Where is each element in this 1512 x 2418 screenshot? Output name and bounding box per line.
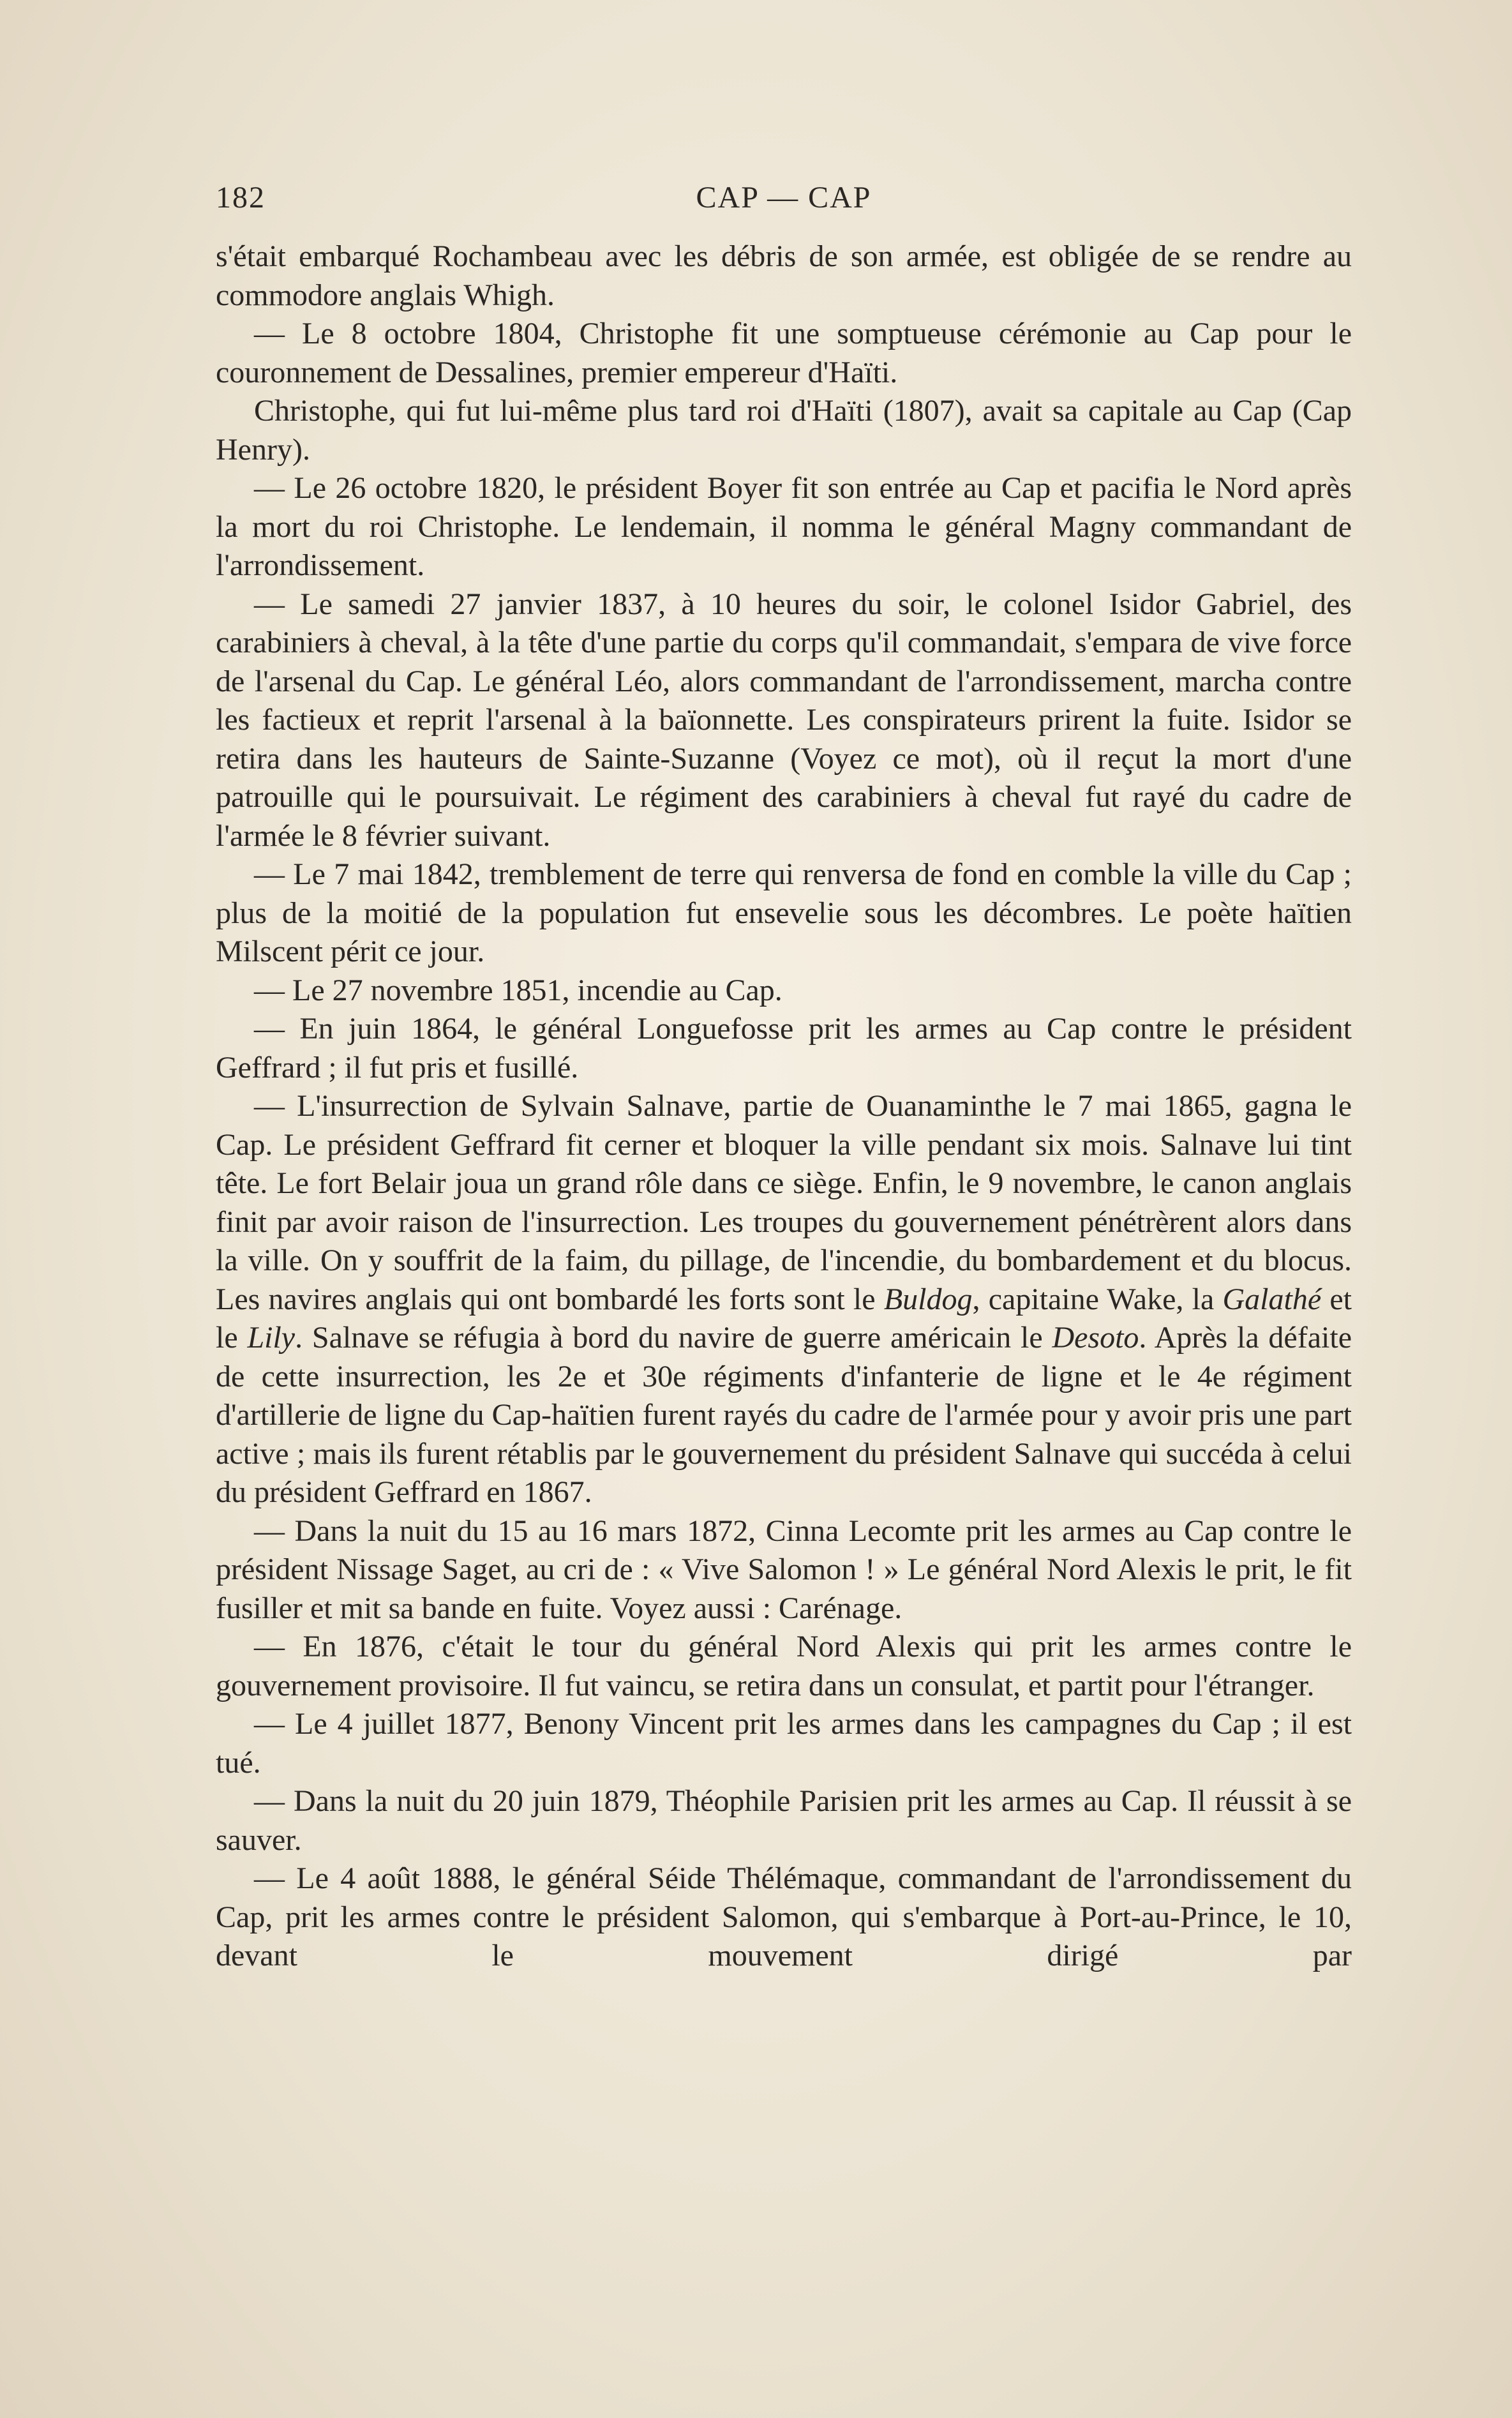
paragraph: — Le samedi 27 janvier 1837, à 10 heures du soir, le colonel Isidor Gabriel, des carabiniers à cheval, à la tête d'une partie du corps qu'il commandait, s'empara de vive force de l'arsenal du Cap. Le général Léo, alors commandant de l'arrondissement, marcha contre les factieux et reprit l'arsenal à la baïonnette. Les conspirateurs prirent la fuite. Isidor se retira dans les hauteurs de Sainte-Suzanne (Voyez ce mot), où il reçut la mort d'une patrouille qui le poursuivait. Le régiment des carabiniers à cheval fut rayé du cadre de l'armée le 8 février suivant. <box>216 587 1352 853</box>
paragraph: — Le 26 octobre 1820, le président Boyer fit son entrée au Cap et pacifia le Nord après la mort du roi Christophe. Le lendemain, il nomma le général Magny commandant de l'arrondissement. <box>216 471 1352 582</box>
paragraph-text: — L'insurrection de Sylvain Salnave, partie de Ouanaminthe le 7 mai 1865, gagna le Cap. Le président Geffrard fit cerner et bloquer la ville pendant six mois. Salnave lui tint tête. Le fort Belair joua un grand rôle dans ce siège. Enfin, le 9 novembre, le canon anglais finit par avoir raison de l'insurrection. Les troupes du gouvernement pénétrèrent alors dans la ville. On y souffrit de la faim, du pillage, de l'incendie, du bombardement et du blocus. Les navires anglais qui ont bombardé les forts sont le <box>216 1089 1352 1316</box>
running-head: CAP — CAP <box>696 181 872 214</box>
paragraph: — Le 27 novembre 1851, incendie au Cap. <box>254 973 782 1007</box>
paragraph: — Le 4 août 1888, le général Séide Thélémaque, commandant de l'arrondissement du Cap, prit les armes contre le président Salomon, qui s'embarque à Port-au-Prince, le 10, devant le mouvement dirigé par <box>216 1861 1352 1972</box>
paragraph: — Dans la nuit du 15 au 16 mars 1872, Cinna Lecomte prit les armes au Cap contre le président Nissage Saget, au cri de : « Vive Salomon ! » Le général Nord Alexis le prit, le fit fusiller et mit sa bande en fuite. Voyez aussi : Carénage. <box>216 1513 1352 1625</box>
paragraph-salnave <box>216 1087 1352 1512</box>
paragraph-text: , capitaine Wake, la <box>972 1282 1223 1316</box>
paragraph: — Le 7 mai 1842, tremblement de terre qui renversa de fond en comble la ville du Cap ; plus de la moitié de la population fut ensevelie sous les décombres. Le poète haïtien Milscent périt ce jour. <box>216 857 1352 968</box>
ship-name: Desoto <box>1052 1321 1139 1355</box>
ship-name: Buldog <box>883 1282 973 1316</box>
page-header <box>216 180 1352 218</box>
paragraph: — Le 8 octobre 1804, Christophe fit une somptueuse cérémonie au Cap pour le couronnement de Dessalines, premier empereur d'Haïti. <box>216 317 1352 389</box>
paragraph: — En juin 1864, le général Longuefosse prit les armes au Cap contre le président Geffrard ; il fut pris et fusillé. <box>216 1012 1352 1085</box>
paragraph: — En 1876, c'était le tour du général Nord Alexis qui prit les armes contre le gouvernement provisoire. Il fut vaincu, se retira dans un consulat, et partit pour l'étranger. <box>216 1630 1352 1702</box>
paragraph-text: . Après la défaite de cette insurrection, les 2e et 30e régiments d'infanterie de ligne et le 4e régiment d'artillerie de ligne du Cap-haïtien furent rayés du cadre de l'armée pour y avoir pris une part active ; mais ils furent rétablis par le gouvernement du président Salnave qui succéda à celui du président Geffrard en 1867. <box>216 1321 1352 1509</box>
body-text <box>216 237 1352 1976</box>
ship-name: Galathé <box>1222 1282 1322 1316</box>
paragraph: — Dans la nuit du 20 juin 1879, Théophile Parisien prit les armes au Cap. Il réussit à se sauver. <box>216 1784 1352 1857</box>
ship-name: Lily <box>247 1321 296 1355</box>
paragraph: — Le 4 juillet 1877, Benony Vincent prit les armes dans les campagnes du Cap ; il est tué. <box>216 1707 1352 1780</box>
paragraph: Christophe, qui fut lui-même plus tard roi d'Haïti (1807), avait sa capitale au Cap (Cap Henry). <box>216 394 1352 467</box>
paragraph-text: et le <box>216 1282 1352 1355</box>
paragraph-text: . Salnave se réfugia à bord du navire de guerre américain le <box>295 1321 1052 1355</box>
paragraph: s'était embarqué Rochambeau avec les débris de son armée, est obligée de se rendre au commodore anglais Whigh. <box>216 239 1352 312</box>
page-number: 182 <box>216 181 266 214</box>
